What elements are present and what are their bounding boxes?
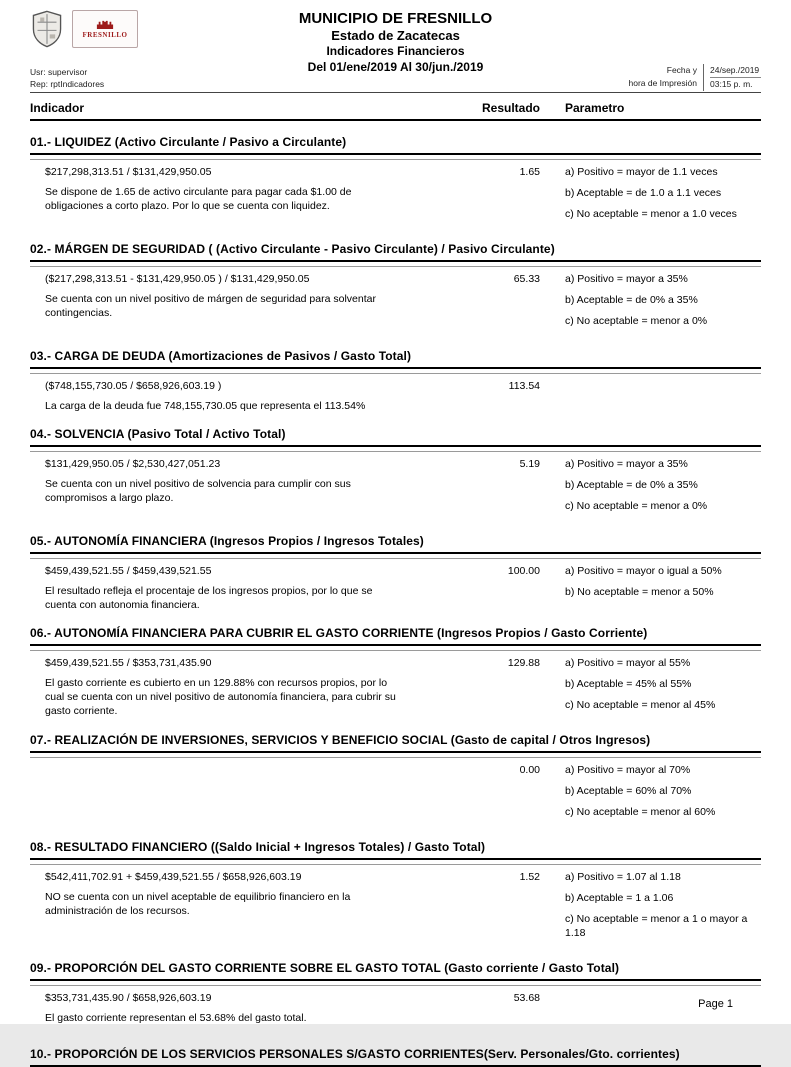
indicator-section <box>30 733 761 826</box>
indicator-body <box>30 757 761 826</box>
indicator-left <box>30 272 455 335</box>
indicator-parameters <box>540 763 761 826</box>
indicator-description: Se dispone de 1.65 de activo circulante para pagar cada $1.00 de obligaciones a corto plazo. Por lo que se cuenta con liquidez. <box>45 186 352 212</box>
parameter-line: b) Aceptable = de 0% a 35% <box>565 294 698 306</box>
indicator-section <box>30 427 761 520</box>
indicator-title: 04.- SOLVENCIA (Pasivo Total / Activo Total) <box>30 427 761 447</box>
indicator-parameters <box>540 379 761 413</box>
table-header <box>30 93 761 121</box>
indicator-body <box>30 373 761 413</box>
indicator-parameters <box>540 656 761 719</box>
indicator-result: 53.68 <box>513 992 540 1004</box>
print-info-labels <box>628 64 703 91</box>
parameter-line: a) Positivo = mayor al 55% <box>565 657 691 669</box>
indicator-title: 03.- CARGA DE DEUDA (Amortizaciones de Pasivos / Gasto Total) <box>30 349 761 369</box>
municipal-crest-icon <box>30 10 64 48</box>
indicator-parameters <box>540 457 761 520</box>
print-label-line1: Fecha y <box>666 65 697 75</box>
indicator-result: 113.54 <box>508 380 540 392</box>
parameter-line: a) Positivo = mayor de 1.1 veces <box>565 166 718 178</box>
indicator-formula: $459,439,521.55 / $353,731,435.90 <box>45 657 212 669</box>
indicator-left <box>30 656 455 719</box>
indicator-section <box>30 135 761 228</box>
indicator-section <box>30 840 761 947</box>
parameter-line: b) Aceptable = de 0% a 35% <box>565 479 698 491</box>
column-result: Resultado <box>481 101 540 115</box>
parameter-line: a) Positivo = mayor a 35% <box>565 273 688 285</box>
indicator-left <box>30 991 455 1025</box>
indicator-result: 1.65 <box>519 166 540 178</box>
parameter-line: c) No aceptable = menor a 0% <box>565 500 708 512</box>
indicator-body <box>30 159 761 228</box>
parameter-line: b) Aceptable = de 1.0 a 1.1 veces <box>565 187 722 199</box>
indicator-formula: $459,439,521.55 / $459,439,521.55 <box>45 565 212 577</box>
indicator-formula: $217,298,313.51 / $131,429,950.05 <box>45 166 212 178</box>
indicator-body <box>30 266 761 335</box>
indicator-description: Se cuenta con un nivel positivo de solvencia para cumplir con sus compromisos a largo plazo. <box>45 478 351 504</box>
parameter-line: a) Positivo = mayor a 35% <box>565 458 688 470</box>
indicator-body <box>30 451 761 520</box>
indicator-section <box>30 961 761 1025</box>
castle-icon <box>92 20 118 29</box>
indicator-left <box>30 165 455 228</box>
column-indicator: Indicador <box>30 101 85 115</box>
print-date: 24/sep./2019 <box>710 64 761 78</box>
indicator-description: NO se cuenta con un nivel aceptable de equilibrio financiero en la administración de los recursos. <box>45 891 351 917</box>
indicator-parameters <box>540 165 761 228</box>
indicator-body <box>30 864 761 947</box>
indicator-body <box>30 985 761 1025</box>
indicator-section <box>30 626 761 719</box>
parameter-line: b) No aceptable = menor a 50% <box>565 586 714 598</box>
print-label-line2: hora de Impresión <box>628 78 697 88</box>
indicator-parameters <box>540 870 761 947</box>
indicator-result: 100.00 <box>507 565 540 577</box>
parameter-line: c) No aceptable = menor a 1.0 veces <box>565 208 737 220</box>
parameter-line: a) Positivo = mayor o igual a 50% <box>565 565 722 577</box>
parameter-line: c) No aceptable = menor a 1 o mayor a 1.18 <box>565 913 748 939</box>
indicator-description: El gasto corriente es cubierto en un 129.88% con recursos propios, por lo cual se cuenta con un nivel positivo de autonomía financiera, para cubrir su gasto corriente. <box>45 677 396 717</box>
indicator-left <box>30 763 455 826</box>
indicator-description: Se cuenta con un nivel positivo de márgen de seguridad para solventar contingencias. <box>45 293 376 319</box>
indicator-result: 1.52 <box>519 871 540 883</box>
print-info-values <box>703 64 761 91</box>
indicator-result: 65.33 <box>513 273 540 285</box>
indicator-title: 09.- PROPORCIÓN DEL GASTO CORRIENTE SOBRE EL GASTO TOTAL (Gasto corriente / Gasto Total) <box>30 961 761 981</box>
indicator-left <box>30 379 455 413</box>
indicator-result: 5.19 <box>519 458 540 470</box>
print-time: 03:15 p. m. <box>710 79 753 89</box>
indicator-description: El resultado refleja el procentaje de los ingresos propios, por lo que se cuenta con autonomia financiera. <box>45 585 373 611</box>
report-header <box>30 8 761 92</box>
indicator-left <box>30 564 455 612</box>
report-period: Del 01/ene/2019 Al 30/jun./2019 <box>307 60 484 74</box>
indicator-formula: $542,411,702.91 + $459,439,521.55 / $658,926,603.19 <box>45 871 302 883</box>
logos <box>30 10 138 48</box>
indicator-formula: $131,429,950.05 / $2,530,427,051.23 <box>45 458 221 470</box>
indicator-section <box>30 534 761 612</box>
parameter-line: b) Aceptable = 60% al 70% <box>565 785 692 797</box>
fresnillo-logo-text: FRESNILLO <box>82 30 128 39</box>
indicator-result: 0.00 <box>519 764 540 776</box>
report-meta <box>30 66 104 90</box>
indicator-body <box>30 650 761 719</box>
print-info <box>628 64 761 91</box>
parameter-line: c) No aceptable = menor a 0% <box>565 315 708 327</box>
indicator-section <box>30 242 761 335</box>
indicator-title: 01.- LIQUIDEZ (Activo Circulante / Pasivo a Circulante) <box>30 135 761 155</box>
indicator-description: El gasto corriente representan el 53.68% del gasto total. <box>45 1012 307 1024</box>
indicator-parameters <box>540 564 761 612</box>
indicator-section <box>30 349 761 413</box>
indicator-title: 06.- AUTONOMÍA FINANCIERA PARA CUBRIR EL GASTO CORRIENTE (Ingresos Propios / Gasto Corriente) <box>30 626 761 646</box>
indicator-formula: ($217,298,313.51 - $131,429,950.05 ) / $131,429,950.05 <box>45 273 310 285</box>
parameter-line: b) Aceptable = 1 a 1.06 <box>565 892 674 904</box>
parameter-line: a) Positivo = mayor al 70% <box>565 764 691 776</box>
indicator-parameters <box>540 272 761 335</box>
parameter-line: b) Aceptable = 45% al 55% <box>565 678 692 690</box>
indicator-title: 08.- RESULTADO FINANCIERO ((Saldo Inicial + Ingresos Totales) / Gasto Total) <box>30 840 761 860</box>
parameter-line: a) Positivo = 1.07 al 1.18 <box>565 871 681 883</box>
report-label: Rep: rptIndicadores <box>30 79 105 89</box>
indicator-title: 02.- MÁRGEN DE SEGURIDAD ( (Activo Circulante - Pasivo Circulante) / Pasivo Circulante) <box>30 242 761 262</box>
indicator-description: La carga de la deuda fue 748,155,730.05 que representa el 113.54% <box>45 400 366 412</box>
state-name: Estado de Zacatecas <box>331 28 460 43</box>
indicator-title: 05.- AUTONOMÍA FINANCIERA (Ingresos Propios / Ingresos Totales) <box>30 534 761 554</box>
fresnillo-logo <box>72 10 138 48</box>
parameter-line: c) No aceptable = menor al 60% <box>565 806 716 818</box>
indicator-formula: ($748,155,730.05 / $658,926,603.19 ) <box>45 380 222 392</box>
indicator-title: 10.- PROPORCIÓN DE LOS SERVICIOS PERSONALES S/GASTO CORRIENTES(Serv. Personales/Gto. corrientes) <box>30 1047 761 1067</box>
parameter-line: c) No aceptable = menor al 45% <box>565 699 716 711</box>
indicator-section <box>30 1047 761 1067</box>
indicator-left <box>30 870 455 947</box>
user-label: Usr: supervisor <box>30 67 88 77</box>
page-number: Page 1 <box>698 998 733 1010</box>
page-title: MUNICIPIO DE FRESNILLO <box>298 10 493 27</box>
indicator-title: 07.- REALIZACIÓN DE INVERSIONES, SERVICIOS Y BENEFICIO SOCIAL (Gasto de capital / Otros Ingresos) <box>30 733 761 753</box>
report-name: Indicadores Financieros <box>326 44 465 58</box>
indicator-result: 129.88 <box>507 657 540 669</box>
indicator-formula: $353,731,435.90 / $658,926,603.19 <box>45 992 212 1004</box>
indicator-left <box>30 457 455 520</box>
column-parameter: Parametro <box>565 101 625 115</box>
indicator-body <box>30 558 761 612</box>
